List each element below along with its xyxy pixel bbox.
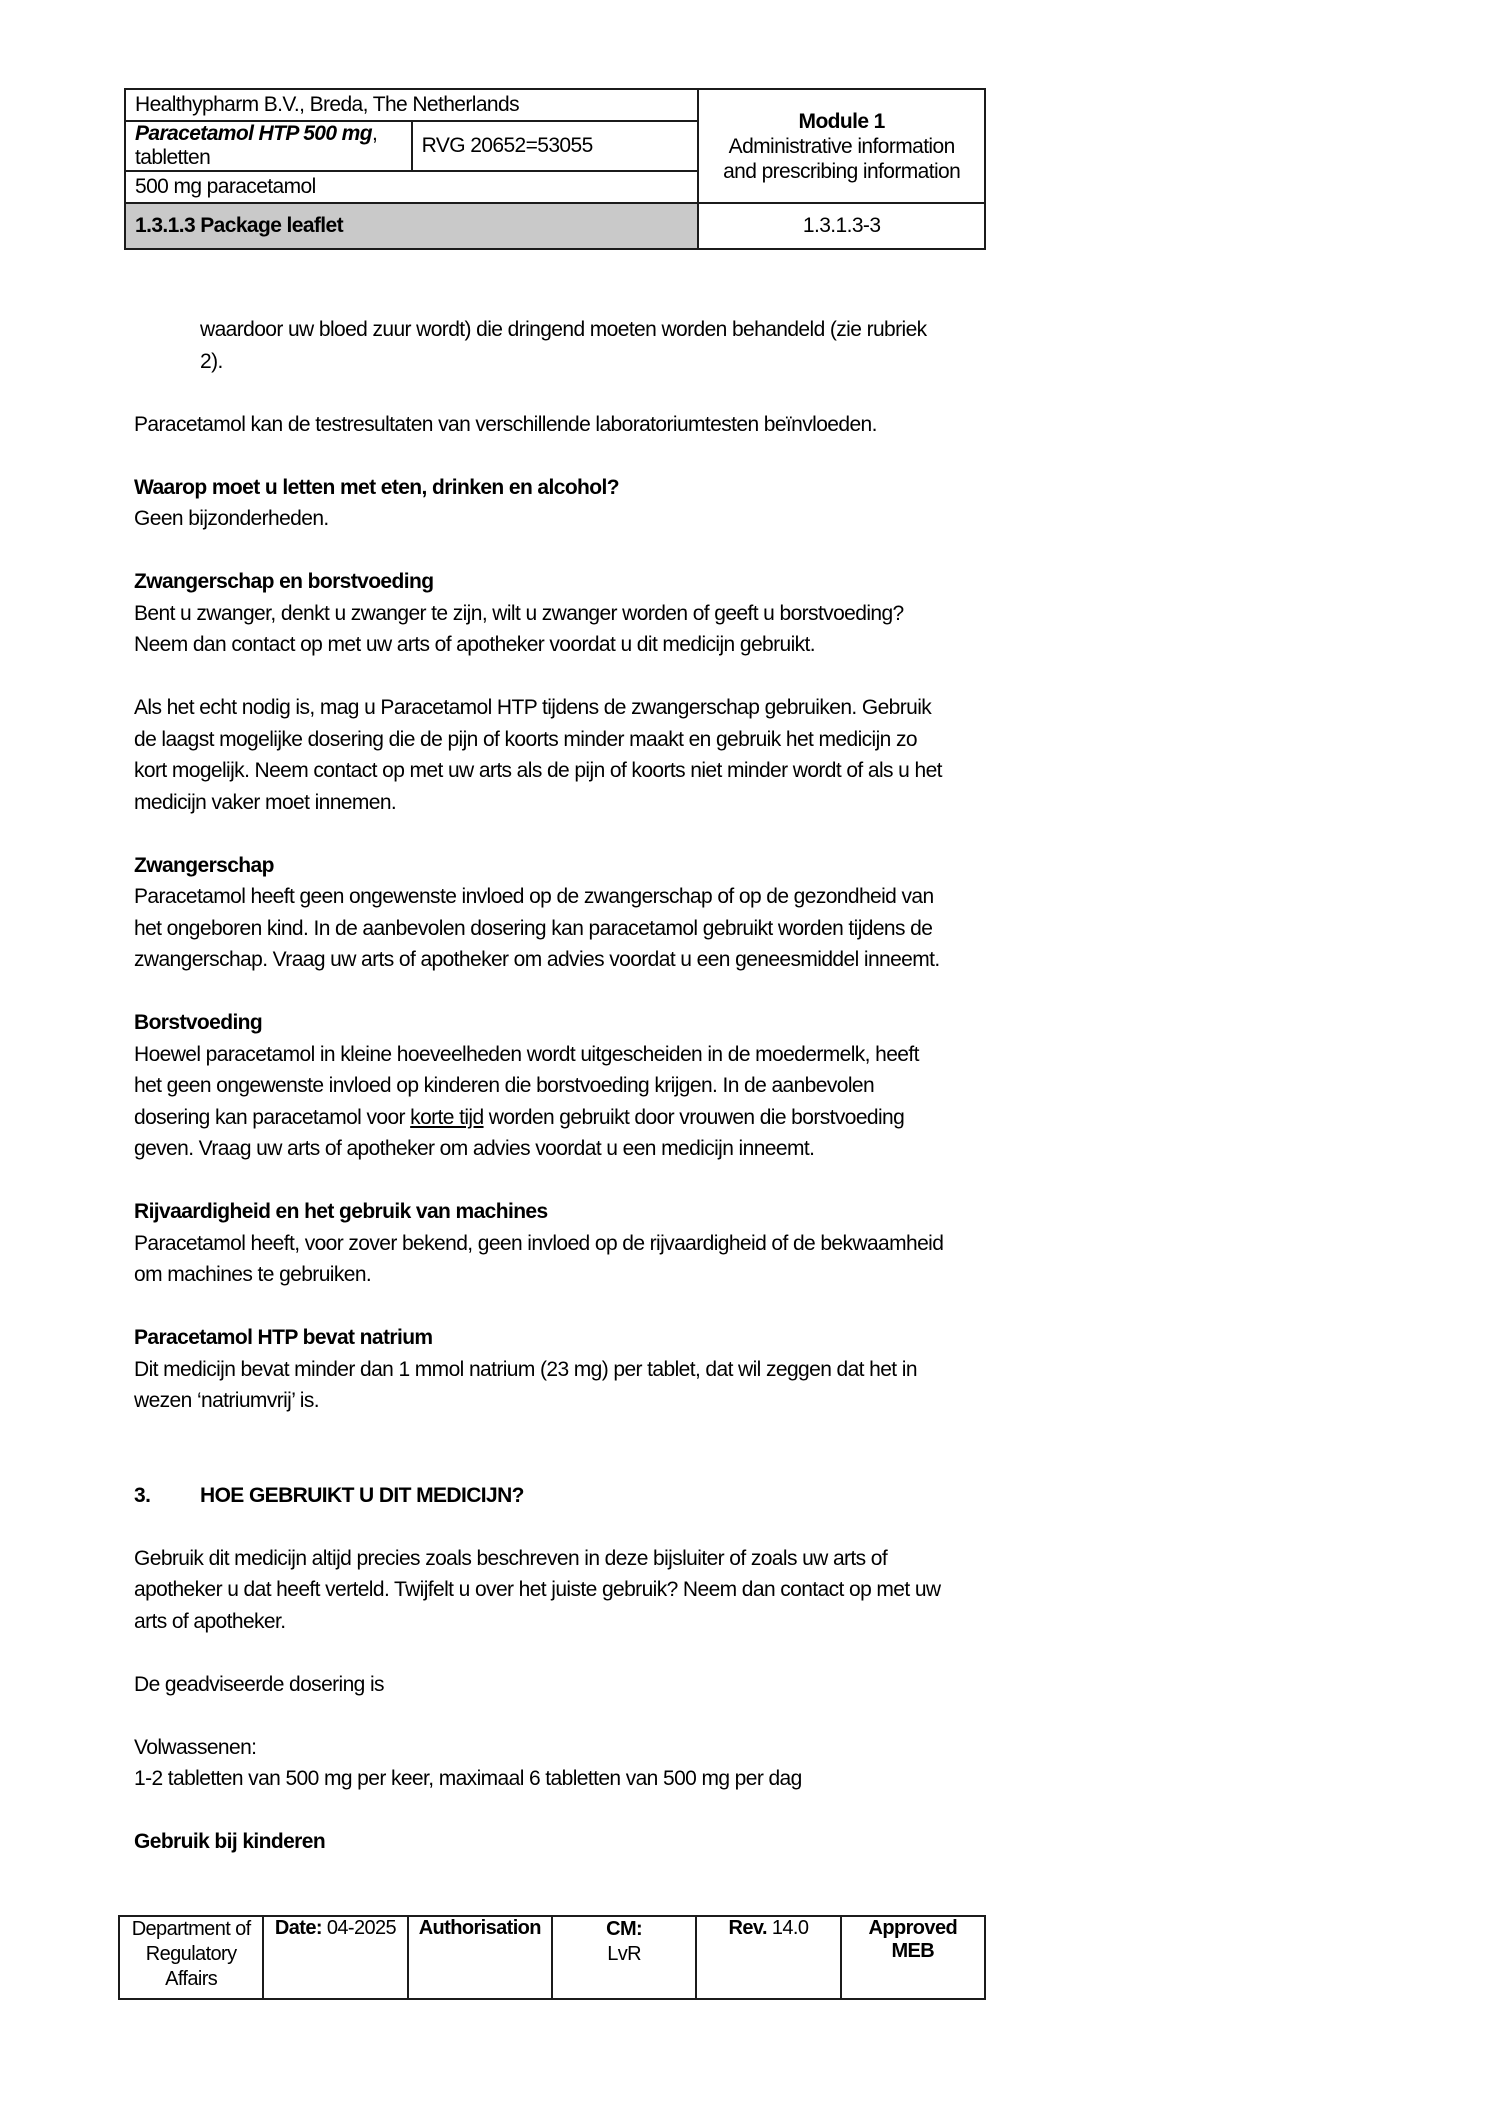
- header-table: [124, 88, 986, 250]
- subheading-eten-drinken-alcohol: Waarop moet u letten met eten, drinken en alcohol?: [134, 475, 619, 499]
- text-line: Hoewel paracetamol in kleine hoeveelheden wordt uitgescheiden in de moedermelk, heeft: [134, 1042, 919, 1066]
- company-cell: [125, 89, 698, 121]
- cm-value: LvR: [607, 1943, 642, 1965]
- text-line: Dit medicijn bevat minder dan 1 mmol natrium (23 mg) per tablet, dat wil zeggen dat het in: [134, 1357, 917, 1381]
- underlined-phrase: korte tijd: [410, 1105, 484, 1129]
- department-cell: [119, 1916, 263, 1999]
- spacer-line: [134, 1417, 1474, 1449]
- subheading-bevat-natrium: Paracetamol HTP bevat natrium: [134, 1326, 433, 1349]
- revision-value: 14.0: [766, 1917, 809, 1939]
- text-line: Paracetamol kan de testresultaten van verschillende laboratoriumtesten beïnvloeden.: [134, 412, 877, 436]
- text-segment: dosering kan paracetamol voor: [134, 1105, 411, 1129]
- date-cell: [263, 1916, 407, 1999]
- text-line: apotheker u dat heeft verteld. Twijfelt u over het juiste gebruik? Neem dan contact op met uw: [134, 1578, 941, 1601]
- module-subtitle-line2: and prescribing information: [723, 159, 961, 183]
- section-title: HOE GEBRUIKT U DIT MEDICIJN?: [200, 1483, 524, 1507]
- text-line: het geen ongewenste invloed op kinderen die borstvoeding krijgen. In de aanbevolen: [134, 1074, 875, 1097]
- date-label: Date:: [274, 1917, 322, 1939]
- product-cell: [125, 121, 412, 171]
- spacer-line: [134, 1511, 1474, 1543]
- page-reference: 1.3.1.3-3: [698, 203, 985, 249]
- text-line: kort mogelijk. Neem contact op met uw arts als de pijn of koorts niet minder wordt of als u het: [134, 759, 942, 782]
- text-line: Als het echt nodig is, mag u Paracetamol HTP tijdens de zwangerschap gebruiken. Gebruik: [134, 696, 932, 719]
- subheading-zwangerschap: Zwangerschap: [134, 853, 274, 877]
- text-line: geven. Vraag uw arts of apotheker om advies voordat u een medicijn inneemt.: [134, 1137, 815, 1160]
- text-line: het ongeboren kind. In de aanbevolen dosering kan paracetamol gebruikt worden tijdens de: [134, 916, 933, 940]
- text-line: Paracetamol heeft geen ongewenste invloed op de zwangerschap of op de gezondheid van: [134, 885, 934, 908]
- cm-label: CM:: [606, 1918, 643, 1940]
- module-title: Module 1: [798, 109, 885, 133]
- subheading-gebruik-bij-kinderen: Gebruik bij kinderen: [134, 1830, 326, 1853]
- revision-cell: [696, 1916, 840, 1999]
- spacer-line: [134, 377, 1474, 409]
- spacer-line: [134, 1291, 1474, 1323]
- spacer-line: [134, 535, 1474, 567]
- spacer-line: [134, 818, 1474, 850]
- text-segment: worden gebruikt door vrouwen die borstvoeding: [483, 1105, 905, 1129]
- section-heading-3: [134, 1480, 1474, 1512]
- department-line2: Regulatory Affairs: [145, 1943, 237, 1990]
- text-line: Paracetamol heeft, voor zover bekend, geen invloed op de rijvaardigheid of de bekwaamheid: [134, 1231, 944, 1255]
- product-name: Paracetamol HTP 500 mg: [135, 122, 372, 145]
- text-line: om machines te gebruiken.: [134, 1263, 372, 1286]
- revision-label: Rev.: [728, 1917, 767, 1939]
- text-line: de laagst mogelijke dosering die de pijn of koorts minder maakt en gebruik het medicijn zo: [134, 727, 917, 751]
- spacer-line: [134, 661, 1474, 693]
- spacer-line: [134, 1448, 1474, 1480]
- rvg-cell: RVG 20652=53055: [412, 121, 699, 171]
- subheading-rijvaardigheid: Rijvaardigheid en het gebruik van machines: [134, 1200, 548, 1223]
- subheading-zwangerschap-borstvoeding: Zwangerschap en borstvoeding: [134, 570, 434, 593]
- text-line: Bent u zwanger, denkt u zwanger te zijn, wilt u zwanger worden of geeft u borstvoeding?: [134, 601, 904, 625]
- text-line: zwangerschap. Vraag uw arts of apotheker om advies voordat u een geneesmiddel inneemt.: [134, 948, 940, 971]
- text-line: Gebruik dit medicijn altijd precies zoals beschreven in deze bijsluiter of zoals uw arts of: [134, 1546, 888, 1570]
- product-suffix: , tabletten: [135, 122, 378, 169]
- spacer-line: [134, 1637, 1474, 1669]
- text-line: 2).: [200, 349, 223, 373]
- text-line: medicijn vaker moet innemen.: [134, 790, 397, 814]
- text-line: [134, 1102, 1474, 1134]
- text-line: De geadviseerde dosering is: [134, 1672, 384, 1696]
- strength-cell: 500 mg paracetamol: [125, 171, 698, 203]
- text-line: Geen bijzonderheden.: [134, 507, 329, 530]
- text-line: wezen ‘natriumvrij’ is.: [134, 1389, 319, 1412]
- footer-table: [118, 1915, 986, 2000]
- text-line: Volwassenen:: [134, 1735, 257, 1759]
- approved-cell: Approved MEB: [841, 1916, 985, 1999]
- spacer-line: [134, 1165, 1474, 1197]
- cm-cell: [552, 1916, 696, 1999]
- leaflet-body: [134, 314, 1474, 1858]
- section-number: 3.: [134, 1483, 151, 1507]
- date-value: 04-2025: [321, 1917, 397, 1939]
- module-cell: [698, 89, 985, 203]
- text-line: waardoor uw bloed zuur wordt) die dringend moeten worden behandeld (zie rubriek: [200, 318, 927, 341]
- text-line: 1-2 tabletten van 500 mg per keer, maximaal 6 tabletten van 500 mg per dag: [134, 1767, 802, 1790]
- text-line: arts of apotheker.: [134, 1609, 286, 1633]
- section-band: 1.3.1.3 Package leaflet: [125, 203, 698, 249]
- spacer-line: [134, 1700, 1474, 1732]
- subheading-borstvoeding: Borstvoeding: [134, 1011, 263, 1034]
- spacer-line: [134, 1795, 1474, 1827]
- department-line1: Department of: [131, 1918, 251, 1940]
- authorisation-cell: Authorisation: [408, 1916, 552, 1999]
- company-line: Healthypharm B.V., Breda, The Netherlands: [135, 93, 519, 116]
- text-line: Neem dan contact op met uw arts of apotheker voordat u dit medicijn gebruikt.: [134, 633, 816, 656]
- spacer-line: [134, 976, 1474, 1008]
- module-subtitle-line1: Administrative information: [728, 134, 955, 158]
- spacer-line: [134, 440, 1474, 472]
